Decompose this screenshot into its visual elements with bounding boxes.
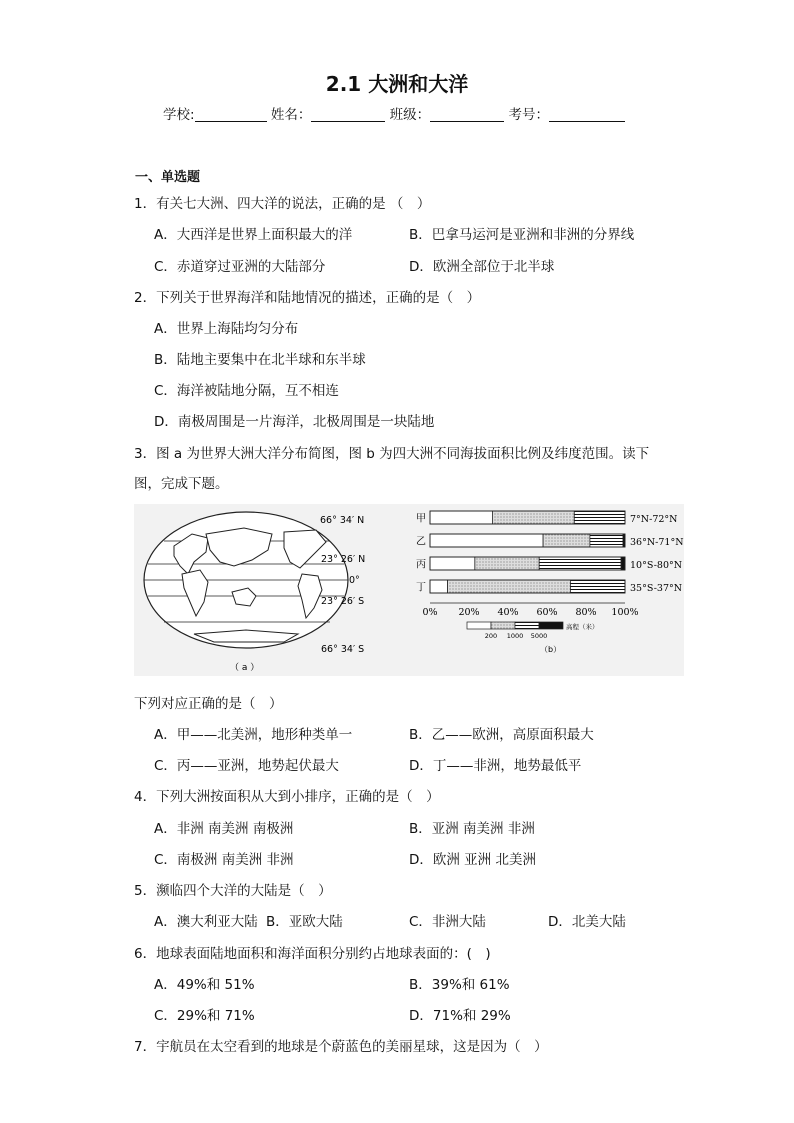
bar-segment-plain-hill-3 (448, 580, 571, 593)
bar-segment-plain-hill-0 (492, 511, 574, 524)
lat-label-66n: 66° 34′ N (320, 515, 365, 526)
q6-option-c[interactable]: C．29%和 71% (154, 1008, 255, 1024)
legend-swatch-high-mountain (539, 622, 563, 629)
legend-swatch-plain-hill (491, 622, 515, 629)
question-3-sub-stem: 下列对应正确的是（ ） (134, 696, 283, 712)
x-tick-label-5: 100% (611, 607, 639, 618)
bar-segment-plain-hill-1 (543, 534, 590, 547)
bar-segment-lowland-3 (430, 580, 448, 593)
row-lat-range-1: 36°N-71°N (630, 537, 684, 548)
q4-option-c[interactable]: C．南极洲 南美洲 非洲 (154, 852, 294, 868)
question-7-stem: 7．宇航员在太空看到的地球是个蔚蓝色的美丽星球，这是因为（ ） (134, 1039, 548, 1055)
question-4-stem: 4．下列大洲按面积从大到小排序，正确的是（ ） (134, 789, 440, 805)
lat-label-66s: 66° 34′ S (321, 644, 365, 655)
legend-unit: 高程（米） (566, 623, 599, 631)
q6-option-d[interactable]: D．71%和 29% (409, 1008, 511, 1024)
q3-option-b[interactable]: B．乙——欧洲，高原面积最大 (409, 727, 594, 743)
q4-option-d[interactable]: D．欧洲 亚洲 北美洲 (409, 852, 536, 868)
class-label: 班级： (389, 107, 431, 123)
q2-option-b[interactable]: B．陆地主要集中在北半球和东半球 (154, 352, 366, 368)
name-label: 姓名： (270, 107, 312, 123)
row-lat-range-3: 35°S-37°N (630, 583, 683, 594)
q4-option-a[interactable]: A．非洲 南美洲 南极洲 (154, 821, 294, 837)
bar-segment-plateau-1 (590, 534, 623, 547)
bar-segment-plain-hill-2 (475, 557, 539, 570)
q1-option-c[interactable]: C．赤道穿过亚洲的大陆部分 (154, 259, 326, 275)
question-3-stem-line1: 3．图 a 为世界大洲大洋分布简图，图 b 为四大洲不同海拔面积比例及纬度范围。读下 (134, 446, 650, 462)
bar-segment-high-mountain-2 (621, 557, 625, 570)
exam-no-label: 考号： (508, 107, 549, 123)
question-2-stem: 2．下列关于世界海洋和陆地情况的描述，正确的是（ ） (134, 290, 481, 306)
section-heading: 一、单选题 (135, 170, 201, 185)
figure-b-caption: （b） (540, 645, 562, 654)
question-3-figure (134, 504, 684, 676)
q6-option-b[interactable]: B．39%和 61% (409, 977, 510, 993)
exam-no-blank[interactable] (549, 107, 625, 122)
legend-tick-0: 200 (484, 632, 498, 640)
legend-swatch-lowland (467, 622, 491, 629)
bar-segment-lowland-1 (430, 534, 543, 547)
school-label: 学校: (163, 107, 195, 123)
q1-option-d[interactable]: D．欧洲全部位于北半球 (409, 259, 555, 275)
row-label-0: 甲 (416, 513, 426, 525)
row-label-1: 乙 (416, 536, 426, 548)
q1-option-a[interactable]: A．大西洋是世界上面积最大的洋 (154, 227, 353, 243)
x-tick-label-2: 40% (497, 607, 519, 618)
page-title: 2.1 大洲和大洋 (325, 72, 469, 96)
q3-option-c[interactable]: C．丙——亚洲，地势起伏最大 (154, 758, 339, 774)
school-blank[interactable] (195, 107, 267, 122)
bar-segment-plateau-3 (570, 580, 625, 593)
bar-segment-plateau-0 (574, 511, 625, 524)
name-blank[interactable] (311, 107, 385, 122)
row-lat-range-2: 10°S-80°N (630, 560, 683, 571)
q2-option-c[interactable]: C．海洋被陆地分隔，互不相连 (154, 383, 339, 399)
q1-option-b[interactable]: B．巴拿马运河是亚洲和非洲的分界线 (409, 227, 635, 243)
q3-option-d[interactable]: D．丁——非洲，地势最低平 (409, 758, 582, 774)
row-label-3: 丁 (416, 582, 426, 594)
q2-option-a[interactable]: A．世界上海陆均匀分布 (154, 321, 299, 337)
q3-option-a[interactable]: A．甲——北美洲，地形种类单一 (154, 727, 353, 743)
q4-option-b[interactable]: B．亚洲 南美洲 非洲 (409, 821, 535, 837)
bar-segment-lowland-0 (430, 511, 492, 524)
legend-tick-2: 5000 (530, 632, 548, 640)
x-tick-label-4: 80% (575, 607, 597, 618)
q5-option-d[interactable]: D．北美大陆 (548, 914, 626, 930)
question-5-stem: 5．濒临四个大洋的大陆是（ ） (134, 883, 332, 899)
row-label-2: 丙 (416, 559, 426, 571)
lat-label-equator: 0° (349, 575, 360, 586)
question-6-stem: 6．地球表面陆地面积和海洋面积分别约占地球表面的：( ) (134, 946, 491, 962)
x-tick-label-0: 0% (422, 607, 438, 618)
lat-label-23n: 23° 26′ N (321, 554, 366, 565)
question-3-stem-line2: 图，完成下题。 (134, 476, 229, 492)
class-blank[interactable] (430, 107, 504, 122)
q6-option-a[interactable]: A．49%和 51% (154, 977, 255, 993)
q2-option-d[interactable]: D．南极周围是一片海洋，北极周围是一块陆地 (154, 414, 435, 430)
legend-tick-1: 1000 (506, 632, 524, 640)
question-1-stem: 1．有关七大洲、四大洋的说法，正确的是 （ ） (134, 196, 431, 212)
q5-option-b[interactable]: B．亚欧大陆 (266, 914, 343, 930)
figure-a-caption: （ a ） (230, 663, 260, 673)
x-tick-label-3: 60% (536, 607, 558, 618)
x-tick-label-1: 20% (458, 607, 480, 618)
bar-segment-lowland-2 (430, 557, 475, 570)
q5-option-c[interactable]: C．非洲大陆 (409, 914, 486, 930)
lat-label-23s: 23° 26′ S (321, 596, 365, 607)
q5-option-a[interactable]: A．澳大利亚大陆 (154, 914, 258, 930)
row-lat-range-0: 7°N-72°N (630, 514, 678, 525)
student-info-line (163, 103, 625, 123)
legend-swatch-plateau (515, 622, 539, 629)
bar-segment-plateau-2 (539, 557, 621, 570)
